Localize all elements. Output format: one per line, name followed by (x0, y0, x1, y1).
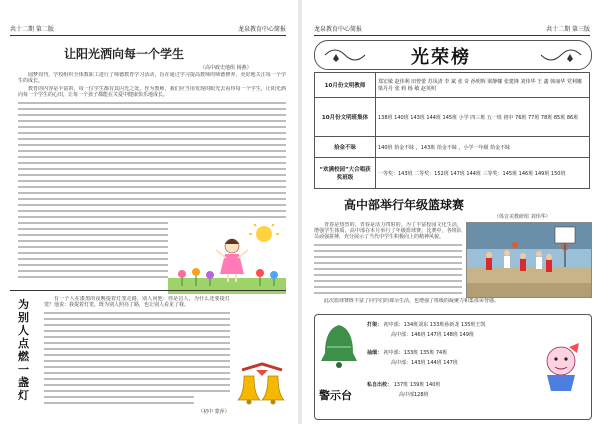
table-row (315, 137, 590, 158)
honor-content: 郑宏敏 赵伟利 田曾蕾 苏凤清 李 斌 张 奇 孙明辉 梁静娜 张建锋 刘伟华 王 鑫 韩丽华 党利娜 梁丹丹 张 莉 杨 敏 赵英明 (376, 73, 590, 98)
basketball-title: 高中部举行年级篮球赛 (344, 198, 465, 212)
honor-label: “欢满校园”大合唱获奖班级 (315, 158, 376, 189)
right-issue: 共十二期 第三版 (546, 26, 590, 33)
article2-byline: （初中 蒙萍） (198, 409, 230, 415)
warning-board-label: 警示台 (319, 389, 352, 402)
honor-label: 10月份文明班集体 (315, 98, 376, 137)
table-row (315, 98, 590, 137)
warning-row (399, 391, 429, 398)
cartoon-character-illustration (539, 341, 583, 393)
basketball-para2: 此次篮球赛既丰富了同学们的课余生活，也增强了班级的凝聚力和集体荣誉感。 (324, 298, 500, 304)
honor-label: 拾金不昧 (315, 137, 376, 158)
article2-para1: 有一个人在漆黑的夜晚提着灯笼走路，别人问他：你是盲人，为什么还要提灯笼？他说：我提着灯笼，既为别人照亮了路，也让别人看见了我。 (44, 296, 230, 309)
right-paper-name: 龙泉教育中心简报 (314, 26, 363, 33)
honor-table (314, 72, 590, 189)
left-paper-name: 龙泉教育中心简报 (237, 26, 286, 33)
honor-content: 一等奖：143班 二等奖：152班 147班 144班 三等奖：145班 146班 149班 150班 (376, 158, 590, 189)
left-issue: 共十二期 第二版 (10, 26, 54, 33)
warning-text: 137班 139班 140班 (393, 382, 441, 388)
article2-side-title: 为别人点燃一盏灯 (18, 298, 29, 402)
warning-row-fighting (367, 321, 485, 328)
right-header (314, 24, 590, 34)
honor-content: 138班 140班 143班 144班 145班 小学 四三班 五一班 初中 76班 77班 78班 85班 86班 (376, 98, 590, 137)
warning-text: 初中部：133班 135班 74班 (383, 350, 448, 356)
honor-label: 10月份文明教师 (315, 73, 376, 98)
honor-title: 光荣榜 (411, 47, 471, 68)
article1-para1: 圆梦周刊，学校组织全体教职工进行了师德教育学习活动，旨在通过学习提高教师的师德修养，更好地关注每一个学生的成长。 (18, 72, 286, 85)
article1-byline: （高中政史地组 杨燕） (200, 65, 252, 71)
warning-key: 私自出校： (367, 382, 393, 388)
flourish-right-icon (539, 45, 583, 65)
article1-para2: 教育的内容是丰富的，每一位学生都有其闪光之处。作为教师，我们应当用发现的眼光去看待每一个学生，让阳光洒向每一个学生的心田，让每一个孩子都能在关爱中健康快乐地成长。 (18, 86, 286, 99)
warning-board (314, 314, 592, 420)
warning-text: 高中部128班 (399, 392, 429, 398)
bell-icon (319, 321, 359, 381)
basketball-byline: （体音美教研组 刘伟华） (494, 214, 551, 220)
left-page (0, 0, 296, 424)
girl-garden-illustration (168, 222, 286, 294)
warning-row (391, 331, 474, 338)
warning-text: 高中部：146班 147班 148班 149班 (391, 332, 474, 338)
right-page (304, 0, 600, 424)
warning-key: 抽烟： (367, 350, 383, 356)
table-row (315, 158, 590, 189)
article1-title: 让阳光洒向每一个学生 (64, 47, 185, 61)
honor-banner (314, 40, 592, 70)
warning-row-smoking (367, 349, 447, 356)
warning-key: 打架： (367, 322, 383, 328)
warning-row (391, 359, 458, 366)
warning-text: 高中部：143班 144班 147班 (391, 360, 458, 366)
flourish-left-icon (323, 45, 367, 65)
bells-illustration (234, 360, 290, 414)
page-gutter (298, 0, 302, 424)
basketball-photo (466, 222, 592, 298)
section-rule (10, 290, 286, 291)
header-rule (10, 35, 286, 36)
warning-row-leaving (367, 381, 440, 388)
honor-content: 140班 拾金不昧 ，143班 拾金不昧 ，小学一年级 拾金不昧 (376, 137, 590, 158)
header-rule (314, 35, 590, 36)
table-row (315, 73, 590, 98)
warning-text: 初中部：134班刘东 133班孙新龙 135班王凯 (383, 322, 486, 328)
basketball-para1: 青春是热烈的，青春是活力四射的。为了丰富校园文化生活，增强学生体质，高中部在本月举行了年级篮球赛。比赛中，各班队员顽强拼搏，充分展示了当代中学生积极向上的精神风貌。 (314, 222, 462, 241)
left-header (10, 24, 286, 34)
